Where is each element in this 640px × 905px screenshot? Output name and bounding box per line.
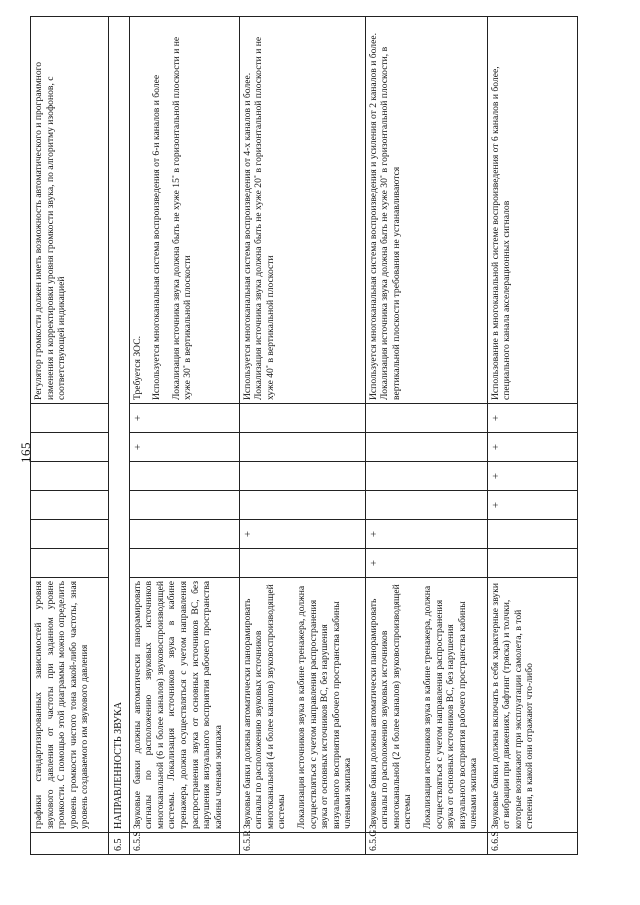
row-description bbox=[487, 578, 577, 833]
comment-paragraph: Используется многоканальная система воспроизведения от 4-х каналов и более. Локализация источника звука должна быть не хуже 20˚ в горизонтальной плоскости и не хуже 40˚ в вертикальной плоскости bbox=[241, 36, 276, 400]
row-description bbox=[365, 578, 487, 833]
row-mark bbox=[31, 520, 109, 549]
row-mark: + bbox=[487, 462, 577, 491]
row-mark bbox=[239, 462, 365, 491]
comment-paragraph: Требуется ЗОС. bbox=[131, 335, 143, 400]
row-code bbox=[31, 833, 109, 855]
row-mark: + bbox=[365, 549, 487, 578]
row-description: графики стандартизированных зависимостей уровня звукового давления от частоты при заданном уровне громкости. С помощью этой диаграммы можно определить уровень громкости чистого тона какой-либо частоты, зная уровень создаваемого им звукового давления bbox=[31, 578, 109, 833]
row-comment bbox=[239, 17, 365, 404]
comment-paragraph: Используется многоканальная система воспроизведения от 6-и каналов и более bbox=[151, 74, 163, 400]
row-mark bbox=[129, 462, 239, 491]
row-mark bbox=[239, 433, 365, 462]
row-comment bbox=[129, 17, 239, 404]
row-comment bbox=[365, 17, 487, 404]
row-description bbox=[129, 578, 239, 833]
row-mark: + bbox=[239, 520, 365, 549]
row-comment: Регулятор громкости должен иметь возможность автоматического и программного изменения и корректировки уровня громкости звука, по алгоритму изофонов, с соответствующей индикацией bbox=[31, 17, 109, 404]
row-mark bbox=[365, 462, 487, 491]
table-row bbox=[239, 17, 365, 855]
row-mark bbox=[129, 491, 239, 520]
row-mark: + bbox=[129, 404, 239, 433]
table-row bbox=[365, 17, 487, 855]
comment-paragraph: Используется многоканальная система воспроизведения и усиления от 2 каналов и более. Локализация источника звука должна быть не хуже 30˚ в горизонтальной плоскости, в вертикальной плоскости требования не устанавливаются bbox=[367, 32, 402, 400]
row-mark bbox=[239, 491, 365, 520]
row-comment bbox=[487, 17, 577, 404]
table-row-continued bbox=[31, 17, 109, 855]
description-paragraph: Локализация источников звука в кабине тренажера, должна осуществляться с учетом направления распространения звука от основных источников ВС, без нарушения визуального восприятия рабочего пространства кабины членами экипажа bbox=[421, 585, 480, 829]
row-mark bbox=[365, 433, 487, 462]
row-mark bbox=[239, 404, 365, 433]
row-mark bbox=[31, 462, 109, 491]
row-description bbox=[239, 578, 365, 833]
row-mark bbox=[365, 491, 487, 520]
requirements-table bbox=[30, 16, 578, 855]
row-mark bbox=[31, 491, 109, 520]
table-row bbox=[487, 17, 577, 855]
row-mark bbox=[31, 433, 109, 462]
comment-paragraph: Использование в многоканальной системе воспроизведения от 6 каналов и более, специального канала акселерационных сигналов bbox=[489, 66, 513, 400]
row-mark bbox=[31, 404, 109, 433]
row-mark bbox=[487, 520, 577, 549]
table-row bbox=[129, 17, 239, 855]
description-paragraph: Локализация источников звука в кабине тренажера, должна осуществляться с учетом направления распространения звука от основных источников ВС, без нарушения визуального восприятия рабочего пространства кабины членами экипажа bbox=[295, 585, 354, 829]
row-mark: + bbox=[365, 520, 487, 549]
page-number: 165 bbox=[18, 442, 33, 463]
description-paragraph: Звуковые банки должны автоматически панорамировать сигналы по расположению звуковых источников многоканальной (4 и более каналов) звуковоспроизводящей системы bbox=[241, 584, 288, 829]
row-mark: + bbox=[487, 491, 577, 520]
row-mark bbox=[129, 549, 239, 578]
comment-paragraph: Локализация источника звука должна быть не хуже 15˚ в горизонтальной плоскости и не хуже 30˚ в вертикальной плоскости bbox=[170, 36, 194, 400]
description-paragraph: Звуковые банки должны включать в себя характерные звуки от вибрации при движениях, бафтинг (тряска) и толчки, которые возникают при эксплуатации самолета, в той степени, в какой они отражают что-либо bbox=[489, 582, 536, 829]
row-mark bbox=[31, 549, 109, 578]
row-mark: + bbox=[129, 433, 239, 462]
description-paragraph: Звуковые банки должны автоматически панорамировать сигналы по расположению звуковых источников многоканальной (2 и более каналов) звуковоспроизводящей системы bbox=[367, 584, 414, 829]
row-mark bbox=[365, 404, 487, 433]
row-code: 6.5.G bbox=[365, 833, 487, 855]
description-paragraph: Звуковые банки должны автоматически панорамировать сигналы по расположению звуковых источников многоканальной (6 и более каналов) звуковоспроизводящей системы. Локализация источников звука в кабине тренажера, должна осуществляться с учетом направления распространения звука от основных источников ВС, без нарушения визуального восприятия рабочего пространства кабины членами экипажа bbox=[131, 581, 224, 829]
section-code: 6.5 bbox=[109, 833, 130, 855]
row-mark bbox=[239, 549, 365, 578]
row-mark bbox=[487, 549, 577, 578]
row-code: 6.6.S bbox=[487, 833, 577, 855]
section-header-row bbox=[109, 17, 130, 855]
row-code: 6.5.R bbox=[239, 833, 365, 855]
section-title: НАПРАВЛЕННОСТЬ ЗВУКА bbox=[109, 17, 130, 833]
row-mark bbox=[129, 520, 239, 549]
row-mark: + bbox=[487, 433, 577, 462]
row-mark: + bbox=[487, 404, 577, 433]
row-code: 6.5.S bbox=[129, 833, 239, 855]
